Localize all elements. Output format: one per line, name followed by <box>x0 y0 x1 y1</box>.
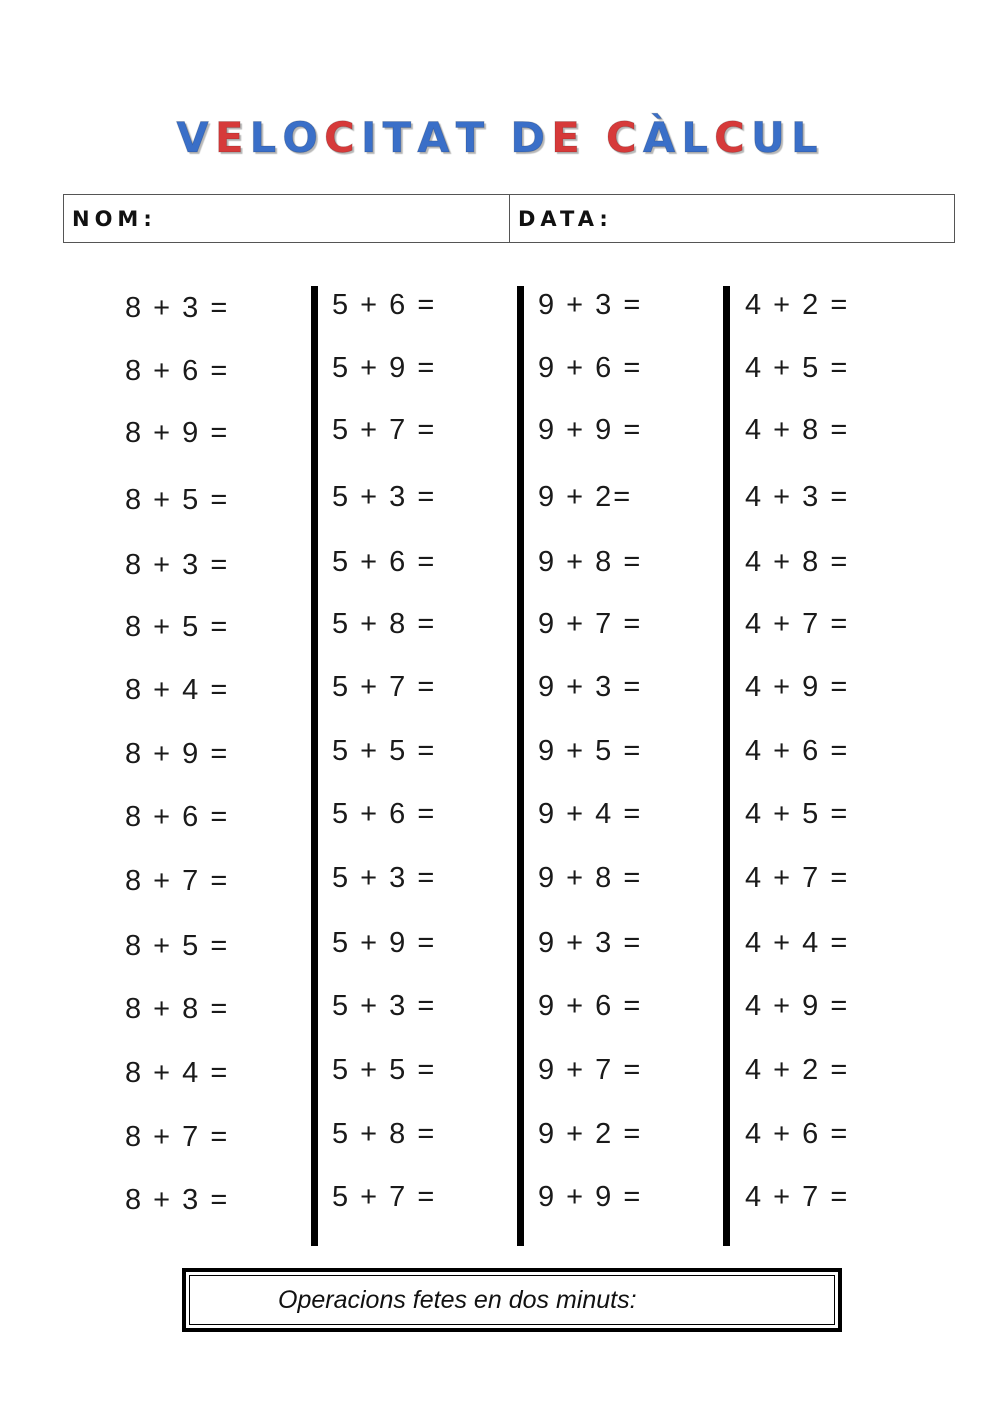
result-label: Operacions fetes en dos minuts: <box>278 1285 637 1314</box>
addition-problem: 8 + 3 = <box>125 549 230 581</box>
column-divider <box>311 286 318 1246</box>
title-letter: E <box>551 113 586 162</box>
addition-problem: 4 + 2 = <box>745 1054 850 1086</box>
title-letter: C <box>713 113 751 162</box>
title-letter: L <box>681 113 714 162</box>
addition-problem: 5 + 6 = <box>332 546 437 578</box>
name-date-box <box>63 194 955 243</box>
addition-problem: 5 + 8 = <box>332 608 437 640</box>
addition-problem: 5 + 8 = <box>332 1118 437 1150</box>
addition-problem: 9 + 3 = <box>538 671 643 703</box>
addition-problem: 4 + 4 = <box>745 927 850 959</box>
addition-problem: 8 + 8 = <box>125 993 230 1025</box>
name-label: NOM: <box>72 206 157 231</box>
addition-problem: 8 + 3 = <box>125 1184 230 1216</box>
addition-problem: 8 + 5 = <box>125 611 230 643</box>
title-letter: A <box>417 113 456 162</box>
addition-problem: 8 + 7 = <box>125 865 230 897</box>
addition-problem: 9 + 2 = <box>538 1118 643 1150</box>
title-letter: L <box>249 113 283 162</box>
addition-problem: 5 + 3 = <box>332 990 437 1022</box>
addition-problem: 4 + 8 = <box>745 414 850 446</box>
addition-problem: 8 + 4 = <box>125 674 230 706</box>
addition-problem: 4 + 7 = <box>745 862 850 894</box>
addition-problem: 4 + 6 = <box>745 735 850 767</box>
addition-problem: 5 + 9 = <box>332 352 437 384</box>
addition-problem: 5 + 5 = <box>332 1054 437 1086</box>
result-box <box>182 1268 842 1332</box>
addition-problem: 5 + 7 = <box>332 671 437 703</box>
addition-problem: 4 + 9 = <box>745 671 850 703</box>
name-field[interactable] <box>64 195 510 242</box>
addition-problem: 8 + 9 = <box>125 417 230 449</box>
addition-problem: 5 + 3 = <box>332 862 437 894</box>
addition-problem: 9 + 7 = <box>538 1054 643 1086</box>
addition-problem: 5 + 6 = <box>332 289 437 321</box>
addition-problem: 9 + 6 = <box>538 990 643 1022</box>
date-label: DATA: <box>518 206 613 231</box>
addition-problem: 5 + 5 = <box>332 735 437 767</box>
addition-problem: 8 + 5 = <box>125 930 230 962</box>
addition-problem: 9 + 9 = <box>538 1181 643 1213</box>
addition-problem: 8 + 6 = <box>125 801 230 833</box>
addition-problem: 9 + 9 = <box>538 414 643 446</box>
addition-problem: 9 + 4 = <box>538 798 643 830</box>
title-letter: U <box>750 113 791 162</box>
addition-problem: 9 + 6 = <box>538 352 643 384</box>
column-divider <box>723 286 730 1246</box>
addition-problem: 8 + 9 = <box>125 738 230 770</box>
title-letter: D <box>510 113 552 162</box>
addition-problem: 9 + 7 = <box>538 608 643 640</box>
addition-problem: 8 + 4 = <box>125 1057 230 1089</box>
addition-problem: 8 + 6 = <box>125 355 230 387</box>
addition-problem: 5 + 7 = <box>332 414 437 446</box>
title-letter: C <box>605 113 643 162</box>
addition-problem: 9 + 5 = <box>538 735 643 767</box>
title-letter: O <box>282 113 324 162</box>
addition-problem: 5 + 6 = <box>332 798 437 830</box>
addition-problem: 9 + 3 = <box>538 927 643 959</box>
result-box-inner[interactable] <box>189 1275 835 1325</box>
column-divider <box>517 286 524 1246</box>
title-letter: V <box>176 113 215 162</box>
addition-problem: 8 + 7 = <box>125 1121 230 1153</box>
addition-problem: 4 + 5 = <box>745 352 850 384</box>
title-letter: I <box>360 113 383 162</box>
addition-problem: 9 + 2= <box>538 481 633 513</box>
date-field[interactable] <box>510 195 954 242</box>
addition-problem: 9 + 8 = <box>538 862 643 894</box>
addition-problem: 4 + 5 = <box>745 798 850 830</box>
addition-problem: 4 + 8 = <box>745 546 850 578</box>
addition-problem: 4 + 6 = <box>745 1118 850 1150</box>
addition-problem: 9 + 8 = <box>538 546 643 578</box>
addition-problem: 4 + 9 = <box>745 990 850 1022</box>
addition-problem: 8 + 5 = <box>125 484 230 516</box>
addition-problem: 5 + 3 = <box>332 481 437 513</box>
title-letter: T <box>382 113 418 162</box>
worksheet-title <box>0 108 1000 168</box>
addition-problem: 8 + 3 = <box>125 292 230 324</box>
title-letter: L <box>790 113 824 162</box>
title-letter: C <box>324 113 361 162</box>
title-letter: E <box>214 113 250 162</box>
title-letter: À <box>642 113 682 162</box>
addition-problem: 9 + 3 = <box>538 289 643 321</box>
addition-problem: 5 + 9 = <box>332 927 437 959</box>
addition-problem: 4 + 2 = <box>745 289 850 321</box>
title-letter: T <box>455 113 491 162</box>
addition-problem: 4 + 3 = <box>745 481 850 513</box>
addition-problem: 5 + 7 = <box>332 1181 437 1213</box>
addition-problem: 4 + 7 = <box>745 608 850 640</box>
addition-problem: 4 + 7 = <box>745 1181 850 1213</box>
